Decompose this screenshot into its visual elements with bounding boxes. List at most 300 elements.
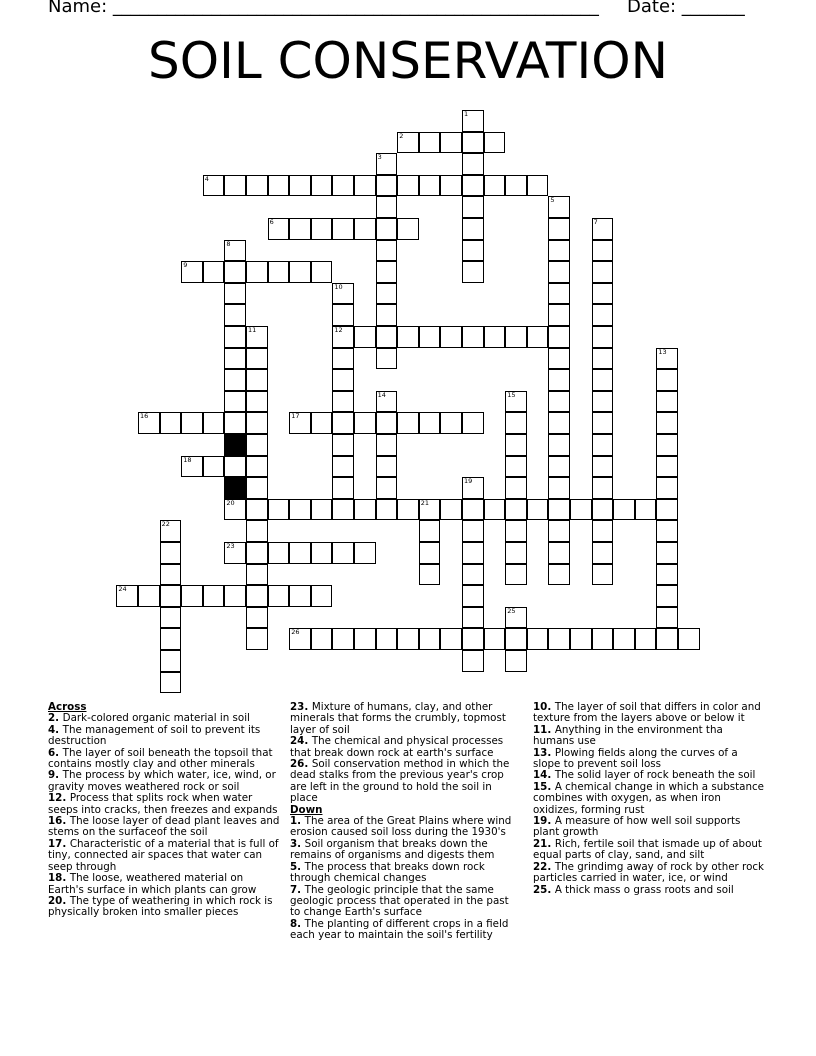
across-clue [290,702,522,736]
grid-cell[interactable] [376,326,398,348]
grid-cell[interactable] [181,412,203,434]
grid-cell[interactable] [268,499,290,521]
grid-cell[interactable] [484,326,506,348]
grid-cell[interactable] [203,412,225,434]
grid-cell[interactable] [484,132,506,154]
grid-cell[interactable] [656,585,678,607]
grid-cell[interactable] [203,261,225,283]
grid-cell[interactable] [268,175,290,197]
grid-cell[interactable] [397,412,419,434]
grid-cell[interactable] [548,283,570,305]
grid-cell[interactable] [376,196,398,218]
grid-cell[interactable] [505,607,527,629]
grid-cell[interactable] [656,434,678,456]
grid-cell[interactable] [419,520,441,542]
grid-cell[interactable] [376,477,398,499]
grid-cell[interactable] [592,434,614,456]
grid-cell[interactable] [419,326,441,348]
grid-cell[interactable] [160,412,182,434]
grid-cell[interactable] [376,348,398,370]
grid-cell[interactable] [613,499,635,521]
down-clue [533,816,765,839]
grid-cell[interactable] [592,218,614,240]
clue-number: 8. [290,917,305,930]
grid-cell[interactable] [397,628,419,650]
grid-cell[interactable] [505,391,527,413]
grid-cell[interactable] [354,542,376,564]
grid-cell[interactable] [570,628,592,650]
grid-cell[interactable] [462,477,484,499]
grid-cell[interactable] [160,564,182,586]
grid-cell[interactable] [246,175,268,197]
grid-cell[interactable] [656,499,678,521]
grid-cell[interactable] [224,499,246,521]
grid-cell[interactable] [505,326,527,348]
grid-cell[interactable] [548,326,570,348]
grid-cell[interactable] [592,326,614,348]
grid-cell[interactable] [548,499,570,521]
grid-cell[interactable] [224,369,246,391]
grid-cell[interactable] [376,240,398,262]
down-clue [533,748,765,771]
grid-cell[interactable] [505,175,527,197]
grid-cell[interactable] [505,477,527,499]
grid-cell[interactable] [376,218,398,240]
grid-cell[interactable] [462,650,484,672]
clues-column-2 [290,702,522,942]
grid-cell[interactable] [527,628,549,650]
grid-cell[interactable] [548,542,570,564]
grid-cell[interactable] [505,542,527,564]
grid-cell[interactable] [592,369,614,391]
grid-cell[interactable] [505,650,527,672]
grid-cell[interactable] [354,499,376,521]
grid-cell[interactable] [376,456,398,478]
grid-cell[interactable] [289,628,311,650]
grid-cell[interactable] [548,456,570,478]
clue-text: The process that breaks down rock through chemical changes [290,860,485,885]
clue-number: 5. [290,860,305,873]
clue-text: Mixture of humans, clay, and other minerals that forms the crumbly, topmost layer of soil [290,701,506,736]
grid-cell[interactable] [440,175,462,197]
grid-cell[interactable] [462,412,484,434]
grid-cell[interactable] [592,261,614,283]
grid-cell[interactable] [656,607,678,629]
grid-cell[interactable] [505,564,527,586]
grid-cell[interactable] [289,412,311,434]
grid-cell[interactable] [376,175,398,197]
grid-cell[interactable] [484,628,506,650]
grid-cell[interactable] [440,499,462,521]
grid-cell[interactable] [592,456,614,478]
grid-cell[interactable] [656,369,678,391]
grid-cell[interactable] [311,628,333,650]
grid-cell[interactable] [332,499,354,521]
grid-cell[interactable] [376,391,398,413]
grid-cell[interactable] [419,564,441,586]
grid-cell[interactable] [332,456,354,478]
grid-cell[interactable] [289,261,311,283]
grid-cell[interactable] [548,304,570,326]
across-clue [48,793,280,816]
down-clue [533,782,765,816]
clue-number: 21 [420,498,430,507]
grid-cell[interactable] [311,412,333,434]
clue-number: 12 [334,326,343,334]
down-clue [290,862,522,885]
grid-cell[interactable] [548,369,570,391]
grid-cell[interactable] [224,542,246,564]
grid-cell[interactable] [635,628,657,650]
grid-cell[interactable] [462,499,484,521]
grid-cell[interactable] [332,283,354,305]
clue-number: 7. [290,883,305,896]
grid-cell[interactable] [289,499,311,521]
grid-cell[interactable] [462,132,484,154]
grid-cell[interactable] [419,412,441,434]
grid-cell[interactable] [160,585,182,607]
grid-cell[interactable] [332,304,354,326]
clue-number: 19 [464,477,473,486]
grid-cell[interactable] [246,261,268,283]
clue-number: 23 [226,542,235,550]
clue-number: 2. [48,712,63,725]
clue-text: The type of weathering in which rock is physically broken into smaller pieces [48,894,273,919]
grid-cell[interactable] [160,542,182,564]
grid-cell[interactable] [246,564,268,586]
grid-cell[interactable] [505,412,527,434]
clue-number: 20 [226,498,235,507]
name-field[interactable]: Name: ______________________________________________________ [48,0,599,17]
grid-cell[interactable] [289,218,311,240]
grid-cell[interactable] [548,261,570,283]
grid-cell[interactable] [613,628,635,650]
grid-cell[interactable] [548,218,570,240]
grid-cell[interactable] [203,175,225,197]
grid-cell[interactable] [246,412,268,434]
grid-cell[interactable] [440,132,462,154]
down-clue [533,702,765,725]
grid-cell[interactable] [138,412,160,434]
grid-cell[interactable] [462,326,484,348]
grid-cell[interactable] [376,434,398,456]
grid-cell[interactable] [570,499,592,521]
grid-cell[interactable] [224,175,246,197]
grid-cell[interactable] [332,412,354,434]
grid-cell[interactable] [332,628,354,650]
grid-cell[interactable] [548,477,570,499]
clue-number: 6 [269,218,274,226]
grid-cell[interactable] [419,132,441,154]
grid-cell[interactable] [462,175,484,197]
grid-cell[interactable] [246,628,268,650]
across-clue [48,873,280,896]
grid-cell[interactable] [332,175,354,197]
grid-cell[interactable] [592,477,614,499]
clue-number: 8 [226,239,231,248]
clue-number: 3. [290,837,305,850]
grid-cell[interactable] [246,607,268,629]
grid-cell[interactable] [462,240,484,262]
grid-cell[interactable] [354,218,376,240]
grid-cell[interactable] [246,477,268,499]
grid-cell[interactable] [203,456,225,478]
grid-cell[interactable] [440,412,462,434]
grid-cell[interactable] [484,175,506,197]
grid-cell[interactable] [678,628,700,650]
grid-cell[interactable] [505,456,527,478]
grid-cell[interactable] [332,391,354,413]
grid-cell[interactable] [548,348,570,370]
clue-number: 13 [658,347,667,356]
grid-cell[interactable] [332,369,354,391]
grid-cell[interactable] [224,456,246,478]
grid-cell[interactable] [354,326,376,348]
clue-text: The layer of soil beneath the topsoil that contains mostly clay and other minerals [48,746,273,771]
grid-cell[interactable] [224,240,246,262]
grid-cell[interactable] [656,564,678,586]
grid-cell[interactable] [592,240,614,262]
clue-text: Anything in the environment tha humans use [533,723,723,748]
grid-cell[interactable] [224,283,246,305]
clue-text: A chemical change in which a substance combines with oxygen, as when iron oxidizes, forming rust [533,780,765,816]
grid-cell[interactable] [224,391,246,413]
grid-cell[interactable] [656,456,678,478]
clue-text: The loose layer of dead plant leaves and stems on the surfaceof the soil [48,815,280,839]
grid-cell[interactable] [462,110,484,132]
grid-cell[interactable] [527,326,549,348]
clue-number: 3 [377,153,382,162]
grid-cell[interactable] [311,585,333,607]
date-field[interactable]: Date: _______ [627,0,745,17]
grid-cell[interactable] [311,542,333,564]
grid-cell[interactable] [246,391,268,413]
clues-column-3 [533,702,765,896]
grid-cell[interactable] [527,175,549,197]
grid-cell[interactable] [462,585,484,607]
grid-cell[interactable] [354,412,376,434]
grid-cell[interactable] [311,499,333,521]
grid-cell[interactable] [548,520,570,542]
grid-cell[interactable] [656,391,678,413]
grid-cell[interactable] [440,326,462,348]
grid-cell[interactable] [246,326,268,348]
grid-cell[interactable] [397,499,419,521]
grid-cell[interactable] [311,261,333,283]
clue-number: 4. [48,723,63,736]
clue-number: 25. [533,883,555,896]
grid-cell[interactable] [592,412,614,434]
clue-text: The geologic principle that the same geologic process that operated in the past to change Earth's surface [290,883,509,919]
down-clue [290,885,522,919]
grid-cell[interactable] [462,218,484,240]
grid-cell[interactable] [592,564,614,586]
across-clue [290,759,522,805]
grid-cell[interactable] [548,434,570,456]
grid-cell[interactable] [160,672,182,694]
grid-cell[interactable] [116,585,138,607]
grid-cell[interactable] [246,542,268,564]
grid-cell[interactable] [289,175,311,197]
grid-cell[interactable] [224,585,246,607]
down-clue [533,862,765,885]
grid-cell[interactable] [246,520,268,542]
grid-cell[interactable] [419,499,441,521]
grid-cell[interactable] [246,585,268,607]
grid-cell[interactable] [376,304,398,326]
grid-cell[interactable] [505,520,527,542]
grid-cell[interactable] [354,175,376,197]
grid-cell[interactable] [656,412,678,434]
grid-cell[interactable] [419,628,441,650]
grid-cell[interactable] [656,520,678,542]
grid-cell[interactable] [592,304,614,326]
grid-cell[interactable] [462,607,484,629]
grid-cell[interactable] [268,261,290,283]
grid-cell[interactable] [548,628,570,650]
grid-cell[interactable] [311,218,333,240]
clue-text: Soil organism that breaks down the remains of organisms and digests them [290,837,495,862]
clue-number: 24 [118,585,127,594]
clue-number: 20. [48,894,70,907]
grid-cell[interactable] [484,499,506,521]
grid-cell[interactable] [462,628,484,650]
grid-cell[interactable] [656,477,678,499]
grid-cell[interactable] [505,499,527,521]
grid-cell[interactable] [656,348,678,370]
grid-cell[interactable] [462,196,484,218]
grid-cell[interactable] [592,520,614,542]
grid-cell[interactable] [246,369,268,391]
grid-cell[interactable] [224,326,246,348]
page-title: SOIL CONSERVATION [148,32,668,90]
grid-cell[interactable] [224,412,246,434]
grid-cell[interactable] [548,391,570,413]
grid-cell[interactable] [548,196,570,218]
grid-cell[interactable] [548,412,570,434]
grid-cell[interactable] [332,477,354,499]
grid-cell[interactable] [376,283,398,305]
grid-cell[interactable] [268,218,290,240]
grid-cell[interactable] [397,218,419,240]
grid-cell[interactable] [332,542,354,564]
grid-cell[interactable] [289,585,311,607]
grid-cell[interactable] [246,456,268,478]
clue-number: 17 [291,412,300,421]
clue-text: The area of the Great Plains where wind erosion caused soil loss during the 1930's [290,815,512,839]
grid-cell[interactable] [440,628,462,650]
grid-cell[interactable] [592,542,614,564]
down-clue [290,919,522,942]
grid-cell[interactable] [397,175,419,197]
across-clue [48,816,280,839]
grid-cell[interactable] [246,434,268,456]
grid-cell[interactable] [656,628,678,650]
grid-cell[interactable] [160,628,182,650]
grid-cell[interactable] [376,153,398,175]
grid-cell[interactable] [419,542,441,564]
grid-cell[interactable] [160,607,182,629]
grid-cell[interactable] [224,304,246,326]
clues-column-1 [48,702,280,919]
grid-cell[interactable] [160,520,182,542]
clue-number: 6. [48,746,63,759]
clue-text: The loose, weathered material on Earth's surface in which plants can grow [48,872,257,896]
grid-cell[interactable] [332,218,354,240]
grid-cell[interactable] [592,283,614,305]
grid-cell[interactable] [224,261,246,283]
grid-cell[interactable] [462,564,484,586]
across-clue [48,896,280,919]
clue-number: 22. [533,860,555,873]
clue-number: 22 [161,520,170,529]
clue-number: 21. [533,837,555,850]
grid-cell[interactable] [376,261,398,283]
down-clue [533,885,765,896]
grid-cell[interactable] [505,434,527,456]
grid-cell[interactable] [181,585,203,607]
grid-cell[interactable] [354,628,376,650]
grid-cell[interactable] [332,348,354,370]
grid-cell[interactable] [462,520,484,542]
grid-cell[interactable] [592,348,614,370]
grid-cell[interactable] [311,175,333,197]
grid-cell[interactable] [592,628,614,650]
grid-cell[interactable] [462,542,484,564]
grid-cell[interactable] [268,542,290,564]
clue-number: 18 [183,455,192,464]
clue-number: 16. [48,815,70,828]
grid-cell[interactable] [203,585,225,607]
grid-cell[interactable] [527,499,549,521]
across-clue [290,736,522,759]
grid-cell[interactable] [246,499,268,521]
grid-cell[interactable] [592,391,614,413]
clue-text: Process that splits rock when water seeps into cracks, then freezes and expands [48,792,278,816]
grid-cell[interactable] [181,456,203,478]
grid-cell[interactable] [397,132,419,154]
grid-cell[interactable] [462,153,484,175]
grid-cell[interactable] [376,628,398,650]
grid-cell[interactable] [419,175,441,197]
grid-cell[interactable] [592,499,614,521]
clue-number: 14. [533,769,555,782]
grid-cell[interactable] [462,261,484,283]
grid-cell[interactable] [548,240,570,262]
grid-cell[interactable] [138,585,160,607]
grid-cell[interactable] [656,542,678,564]
grid-cell[interactable] [332,434,354,456]
clue-number: 12. [48,792,70,805]
grid-cell[interactable] [376,499,398,521]
grid-cell[interactable] [397,326,419,348]
grid-cell[interactable] [224,348,246,370]
grid-cell[interactable] [505,628,527,650]
clue-text: The layer of soil that differs in color and texture from the layers above or below it [533,701,761,725]
grid-cell[interactable] [289,542,311,564]
clue-number: 14 [377,390,386,399]
clue-number: 16 [140,412,149,421]
grid-cell[interactable] [332,326,354,348]
grid-cell[interactable] [246,348,268,370]
grid-cell[interactable] [548,564,570,586]
grid-cell[interactable] [376,412,398,434]
grid-cell[interactable] [181,261,203,283]
grid-cell[interactable] [635,499,657,521]
clue-number: 1 [464,110,469,118]
grid-cell[interactable] [268,585,290,607]
grid-cell[interactable] [160,650,182,672]
